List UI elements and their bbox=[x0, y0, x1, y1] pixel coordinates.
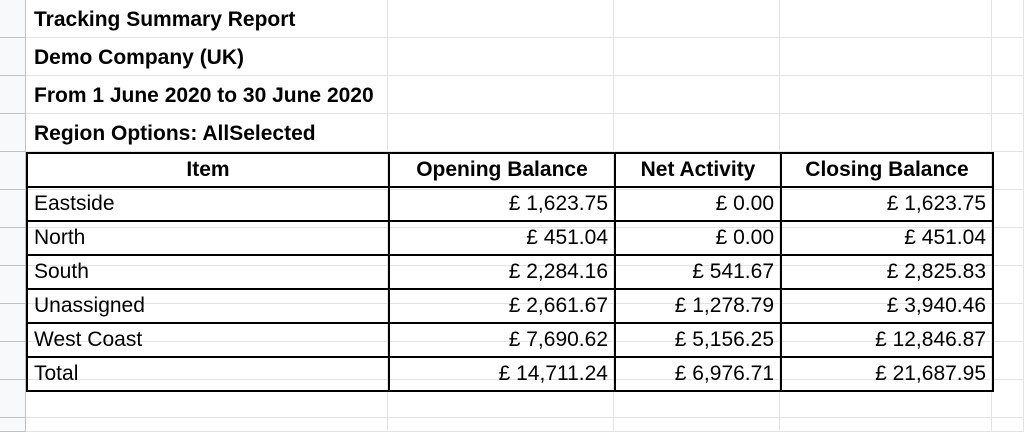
grid-cell[interactable] bbox=[780, 76, 992, 114]
row-header-cell[interactable] bbox=[0, 228, 26, 266]
row-closing-cell[interactable]: £ 2,825.83 bbox=[781, 255, 993, 289]
row-header-cell[interactable] bbox=[0, 152, 26, 190]
row-item-cell[interactable]: North bbox=[27, 221, 389, 255]
total-opening-cell[interactable]: £ 14,711.24 bbox=[389, 357, 615, 391]
row-header-cell[interactable] bbox=[0, 342, 26, 380]
row-header-cell[interactable] bbox=[0, 0, 26, 38]
header-opening-balance[interactable]: Opening Balance bbox=[389, 153, 615, 187]
table-header-row bbox=[27, 153, 993, 187]
grid-cell[interactable] bbox=[992, 152, 1024, 190]
row-opening-cell[interactable]: £ 1,623.75 bbox=[389, 187, 615, 221]
grid-cell[interactable] bbox=[780, 38, 992, 76]
company-name[interactable]: Demo Company (UK) bbox=[34, 46, 245, 69]
grid-cell[interactable] bbox=[388, 418, 614, 432]
row-item-cell[interactable]: West Coast bbox=[27, 323, 389, 357]
row-closing-cell[interactable]: £ 451.04 bbox=[781, 221, 993, 255]
region-options[interactable]: Region Options: AllSelected bbox=[34, 122, 316, 145]
grid-cell[interactable] bbox=[388, 114, 614, 152]
grid-cell[interactable] bbox=[992, 38, 1024, 76]
grid-cell[interactable] bbox=[388, 38, 614, 76]
grid-cell[interactable] bbox=[992, 266, 1024, 304]
grid-cell[interactable] bbox=[992, 228, 1024, 266]
header-closing-balance[interactable]: Closing Balance bbox=[781, 153, 993, 187]
grid-cell[interactable] bbox=[614, 38, 780, 76]
total-net-cell[interactable]: £ 6,976.71 bbox=[615, 357, 781, 391]
report-period[interactable]: From 1 June 2020 to 30 June 2020 bbox=[34, 84, 374, 107]
row-net-cell[interactable]: £ 0.00 bbox=[615, 221, 781, 255]
row-net-cell[interactable]: £ 541.67 bbox=[615, 255, 781, 289]
grid-cell[interactable] bbox=[26, 418, 388, 432]
grid-cell[interactable] bbox=[992, 190, 1024, 228]
row-header-cell[interactable] bbox=[0, 304, 26, 342]
grid-cell[interactable] bbox=[992, 114, 1024, 152]
row-opening-cell[interactable]: £ 2,661.67 bbox=[389, 289, 615, 323]
row-net-cell[interactable]: £ 0.00 bbox=[615, 187, 781, 221]
grid-cell[interactable] bbox=[992, 380, 1024, 418]
grid-cell[interactable] bbox=[614, 114, 780, 152]
grid-cell[interactable] bbox=[780, 0, 992, 38]
row-closing-cell[interactable]: £ 3,940.46 bbox=[781, 289, 993, 323]
grid-cell[interactable] bbox=[992, 76, 1024, 114]
total-item-cell[interactable]: Total bbox=[27, 357, 389, 391]
row-header-cell[interactable] bbox=[0, 38, 26, 76]
row-header-cell[interactable] bbox=[0, 418, 26, 432]
row-item-cell[interactable]: Eastside bbox=[27, 187, 389, 221]
table-row bbox=[27, 323, 993, 357]
grid-cell[interactable] bbox=[614, 0, 780, 38]
row-item-cell[interactable]: Unassigned bbox=[27, 289, 389, 323]
row-header-cell[interactable] bbox=[0, 190, 26, 228]
grid-cell[interactable] bbox=[780, 114, 992, 152]
grid-cell[interactable] bbox=[992, 304, 1024, 342]
header-item[interactable]: Item bbox=[27, 153, 389, 187]
table-row bbox=[27, 221, 993, 255]
table-row bbox=[27, 255, 993, 289]
row-closing-cell[interactable]: £ 1,623.75 bbox=[781, 187, 993, 221]
table-total-row bbox=[27, 357, 993, 391]
grid-cell[interactable] bbox=[780, 418, 992, 432]
total-closing-cell[interactable]: £ 21,687.95 bbox=[781, 357, 993, 391]
row-opening-cell[interactable]: £ 7,690.62 bbox=[389, 323, 615, 357]
row-opening-cell[interactable]: £ 451.04 bbox=[389, 221, 615, 255]
row-net-cell[interactable]: £ 1,278.79 bbox=[615, 289, 781, 323]
header-net-activity[interactable]: Net Activity bbox=[615, 153, 781, 187]
row-closing-cell[interactable]: £ 12,846.87 bbox=[781, 323, 993, 357]
row-header-cell[interactable] bbox=[0, 76, 26, 114]
grid-cell[interactable] bbox=[614, 76, 780, 114]
grid-cell[interactable] bbox=[992, 342, 1024, 380]
row-header-cell[interactable] bbox=[0, 380, 26, 418]
grid-cell[interactable] bbox=[614, 418, 780, 432]
table-row bbox=[27, 289, 993, 323]
grid-cell[interactable] bbox=[388, 0, 614, 38]
report-title[interactable]: Tracking Summary Report bbox=[34, 8, 296, 31]
row-net-cell[interactable]: £ 5,156.25 bbox=[615, 323, 781, 357]
table-row bbox=[27, 187, 993, 221]
row-header-cell[interactable] bbox=[0, 114, 26, 152]
grid-cell[interactable] bbox=[992, 418, 1024, 432]
row-item-cell[interactable]: South bbox=[27, 255, 389, 289]
tracking-summary-table bbox=[26, 152, 994, 392]
grid-cell[interactable] bbox=[388, 76, 614, 114]
row-header-cell[interactable] bbox=[0, 266, 26, 304]
row-opening-cell[interactable]: £ 2,284.16 bbox=[389, 255, 615, 289]
grid-cell[interactable] bbox=[992, 0, 1024, 38]
